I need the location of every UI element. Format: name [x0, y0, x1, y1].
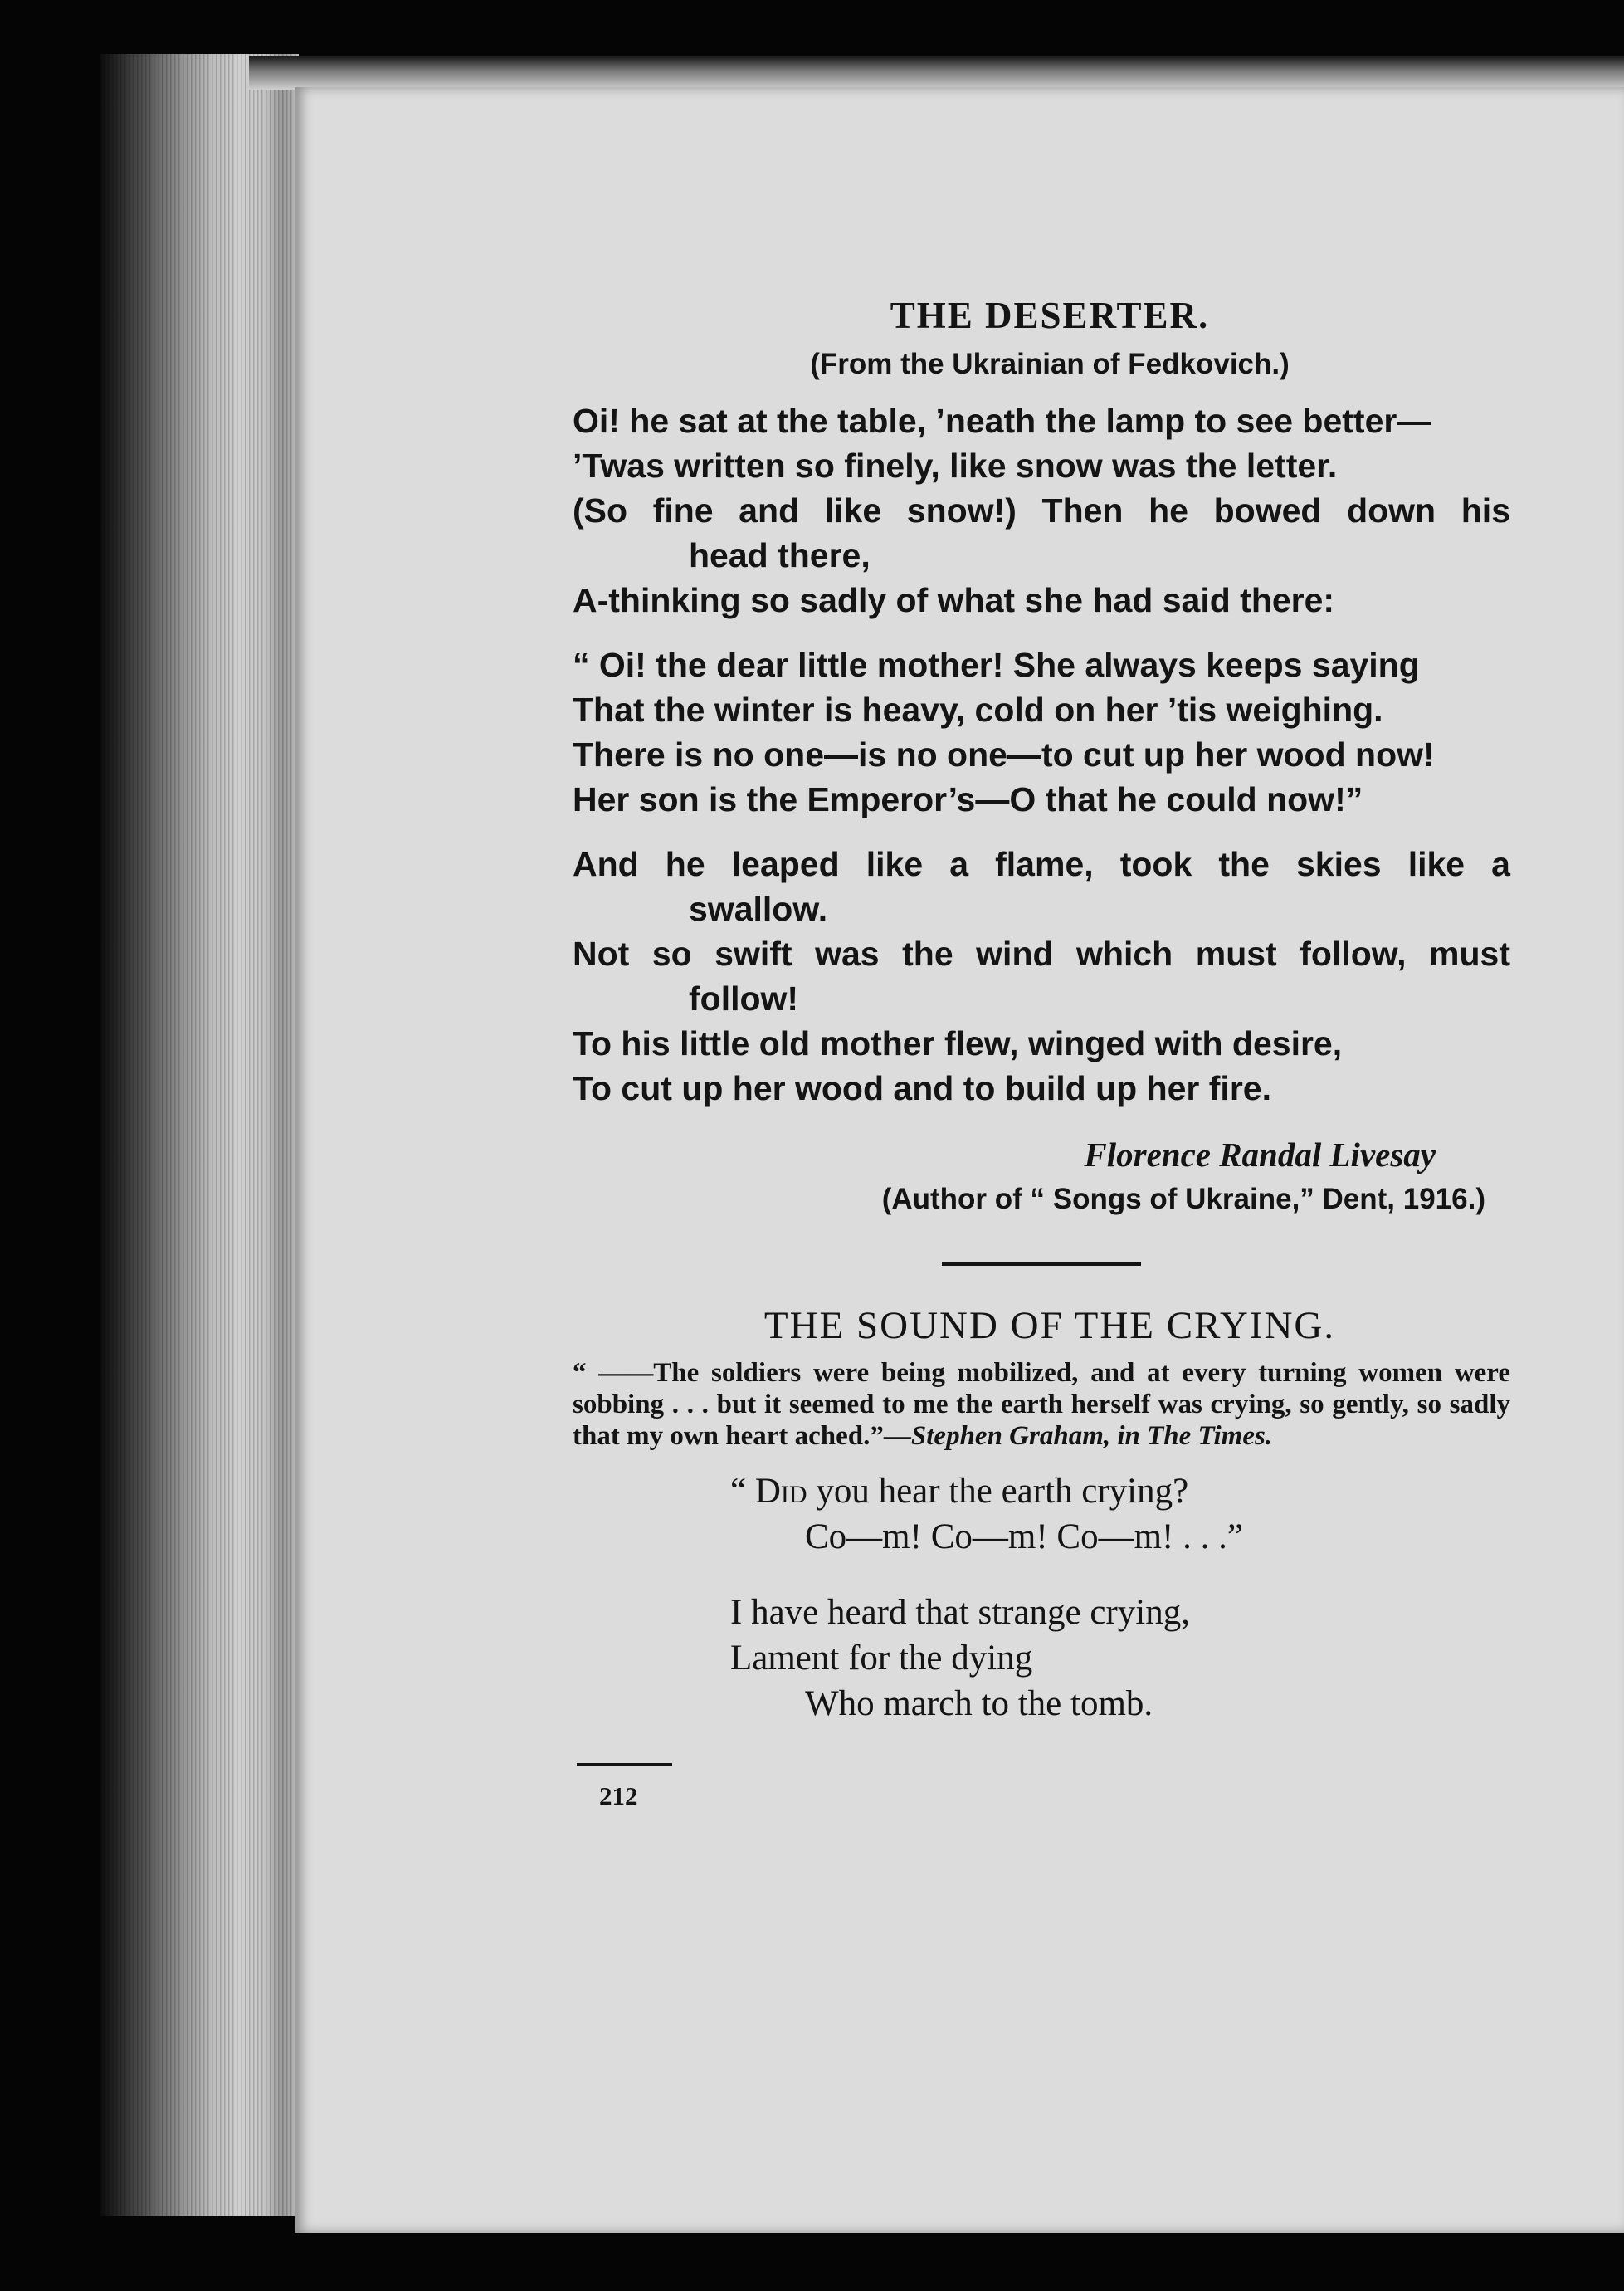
page-top-edge — [249, 56, 1624, 90]
page-content — [573, 291, 1510, 1727]
second-poem-title: THE SOUND OF THE CRYING. — [763, 1304, 1336, 1347]
second-poem-body — [730, 1468, 1510, 1727]
section-divider — [942, 1262, 1141, 1266]
poem-line — [730, 1468, 1510, 1514]
poem-line: There is no one—is no one—to cut up her wood now! — [573, 735, 1435, 774]
opening-word: Did — [754, 1472, 807, 1511]
poem-line: Co—m! Co—m! Co—m! . . .” — [805, 1517, 1243, 1556]
page-number: 212 — [599, 1781, 638, 1810]
poem-title: THE DESERTER. — [890, 295, 1210, 336]
poem-line: Who march to the tomb. — [805, 1684, 1153, 1723]
poem-line: Her son is the Emperor’s—O that he could now!” — [573, 780, 1363, 818]
poem-line: head there, — [689, 536, 871, 574]
poem-subtitle: (From the Ukrainian of Fedkovich.) — [810, 348, 1290, 380]
poem-line: (So fine and like snow!) Then he bowed down his — [573, 491, 1510, 530]
stanza — [573, 642, 1510, 822]
author-note: (Author of “ Songs of Ukraine,” Dent, 1916.) — [881, 1183, 1485, 1215]
epigraph-text: “ ——The soldiers were being mobilized, and at every turning women were sobbing . . . but it seemed to me the earth herself was crying, so gently, so sadly that my own heart ached.”— — [573, 1358, 1510, 1451]
poem-line: And he leaped like a flame, took the skies like a — [573, 845, 1510, 883]
poem-line: ’Twas written so finely, like snow was the letter. — [573, 447, 1338, 485]
poem-author: Florence Randal Livesay — [1084, 1136, 1436, 1174]
poem-line: Not so swift was the wind which must follow, must — [573, 935, 1510, 973]
poem-line: “ Oi! the dear little mother! She always keeps saying — [573, 646, 1420, 684]
poem-line: To his little old mother flew, winged with desire, — [573, 1024, 1343, 1062]
epigraph — [573, 1357, 1510, 1452]
opening-quote: “ — [730, 1472, 755, 1511]
poem-line: That the winter is heavy, cold on her ’tis weighing. — [573, 691, 1383, 729]
poem-line: swallow. — [689, 890, 828, 928]
second-poem-stanza — [730, 1590, 1510, 1727]
poem-line: To cut up her wood and to build up her fire. — [573, 1069, 1271, 1107]
poem-line: Oi! he sat at the table, ’neath the lamp to see better— — [573, 402, 1431, 440]
poem-line: A-thinking so sadly of what she had said there: — [573, 581, 1335, 619]
epigraph-credit: Stephen Graham, in The Times. — [910, 1421, 1273, 1451]
poem-body — [573, 398, 1510, 1111]
poem-line: I have heard that strange crying, — [730, 1593, 1190, 1632]
stanza — [573, 842, 1510, 1111]
book-page-edges — [100, 54, 299, 2216]
stanza — [573, 398, 1510, 623]
poem-line: follow! — [689, 979, 799, 1018]
footer-rule — [577, 1763, 672, 1766]
poem-line: Lament for the dying — [730, 1639, 1033, 1678]
opening-rest: you hear the earth crying? — [807, 1472, 1189, 1511]
stanza-gap — [730, 1560, 1510, 1590]
